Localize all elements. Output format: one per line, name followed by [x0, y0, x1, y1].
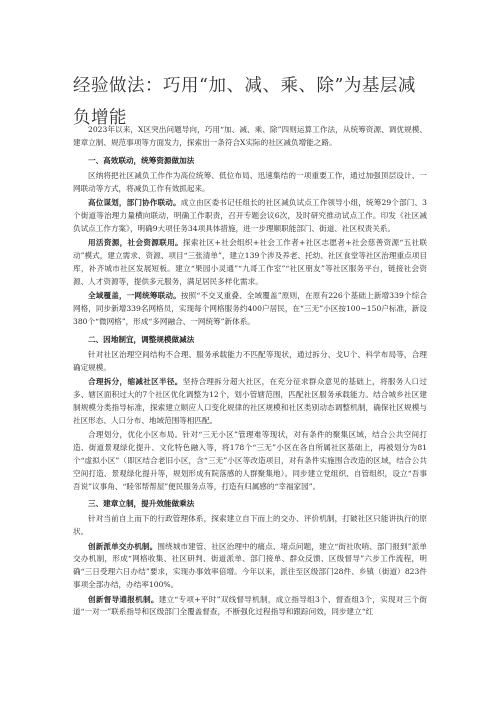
paragraph-text: 针对社区治理空间结构不合理、服务承载能力不匹配等现状，通过拆分、戈U个、科学布局等，合理确定规模。 [73, 349, 427, 372]
intro-paragraph: 2023年以来，X区突出问题导向，巧用“加、减、乘、除”四则运算工作法，从统筹资源、调优规模、建章立制、规范事项等方面发力，探索出一条符合X实际的社区减负增能之路。 [73, 125, 427, 147]
body-paragraph [73, 237, 427, 289]
paragraph-text: 针对当前自上而下的行政管理体系，探索建立自下而上的交办、评价机制，打破社区只能讲执行的原状。 [73, 514, 427, 537]
section-heading: 一、高效联动，统筹资源做加法 [88, 155, 195, 165]
paragraph-text: 建立“专项+平时”双线督导机制，成立指导组3个、督查组3个，实现对三个街道“一对一”联系指导和区级部门全覆盖督查，不断强化过程指导和跟踪问效，同步建立“红 [73, 594, 427, 617]
body-paragraph [73, 594, 427, 620]
page-title: 经验做法：巧用“加、减、乘、除”为基层减负增能 [73, 76, 416, 128]
paragraph-lead: 高位谋划，部门协作联动。 [88, 197, 181, 207]
paragraph-lead: 用活资源，社会资源联用。 [88, 238, 183, 248]
body-paragraph [73, 197, 427, 236]
paragraph-lead: 全域覆盖，一网统筹联动。 [88, 291, 181, 301]
body-paragraph [73, 513, 427, 539]
paragraph-text: 合理划分，优化小区布局。针对“三无小区”管理难等现状，对有条件的聚集区域，结合公共空间打造、街道景观绿化提升、文化特色融入等，将178个“三无”小区在各自所属社区基础上，再被划分为81个“虚拟小区”（即区结合老旧小区，含“三无”小区等改造项目，对有条件实施围合改造的区域，结合公共空间打造、景观绿化提升等，规划形成有院落感的人群聚集地）。同步建立党组织、自管组织，设立“吾事吾说”议事角、“睦邻帮帮屋”便民服务点等，打造有归属感的“幸福家园”。 [73, 429, 427, 491]
body-paragraph [73, 290, 427, 329]
section-heading: 三、建章立制，提升效能做乘法 [88, 499, 195, 509]
paragraph-text: 坚持合理拆分超大社区，在充分征求群众意见的基础上，将服务人口过多、辖区面积过大的7个社区优化调整为12个，划小管辖范围，匹配社区服务承载能力。结合城乡社区建制规模分类指导标准，探索建立顺应人口变化规律的社区规模和社区类别动态调整机制，确保社区规模与社区形态、人口分布、地域范围等相匹配。 [73, 376, 427, 425]
paragraph-text: 探索社区+社会组织+社会工作者+社区志愿者+社会慈善资源“五社联动”模式，建立需求、资源、项目“三张清单”，建立139个涉及养老、托幼、社区食堂等社区治理重点项目库，补齐城市社区发展短板。建立“果园小灵通”“九哥工作室”“社区朋友”等社区服务平台，链接社会资源、人才资源等，提供多元服务，满足居民多样化需求。 [73, 238, 427, 286]
body-paragraph [73, 429, 427, 494]
paragraph-text: 按照“不交叉重叠、全域覆盖”原则，在原有226个基础上新增339个综合网格，同步新增339名网格员，实现每个网格服务约400户居民，在“三无”小区按100~150户标准，新设380个“微网格”，形成“多网融合、一网统筹”新体系。 [73, 291, 428, 326]
paragraph-text: 区纳将把社区减负工作作为高位统筹、低位布局、迅速集结的一项重要工作，通过加强顶层设计、一网联动等方式，将减负工作有效抓起来。 [73, 170, 427, 193]
paragraph-lead: 创新派单交办机制。 [88, 541, 158, 551]
paragraph-lead: 创新督导通报机制。 [88, 594, 159, 604]
document-body [73, 124, 427, 621]
body-paragraph [73, 376, 427, 428]
paragraph-text: 围绕城市建管、社区治理中的痛点、堵点问题，建立“街社吹哨、部门报到”派单交办机制，形成“网格收集、社区研判、街道派单、部门接单、群众反馈、区级督导”六步工作流程，明确“三日受理六日办结”要求，实现办事效率倍增。今年以来，派往至区级部门28件、乡镇（街道）823件事项全部办结，办结率100%。 [73, 541, 428, 590]
body-paragraph [73, 541, 427, 593]
paragraph-text: 成立由区委书记任组长的社区减负试点工作领导小组，统筹29个部门、3个街道等治理力量横向联动，明确工作职责，召开专题会议6次，及时研究推动试点工作。印发《社区减负试点工作方案》，明确9大项任务34项具体措施，进一步理顺职能部门、街道、社区权责关系。 [73, 197, 428, 233]
section-heading: 二、因地制宜，调整规模做减法 [88, 334, 195, 344]
body-paragraph [73, 349, 427, 375]
paragraph-lead: 合理拆分，缩减社区半径。 [88, 376, 183, 386]
body-paragraph [73, 170, 427, 196]
